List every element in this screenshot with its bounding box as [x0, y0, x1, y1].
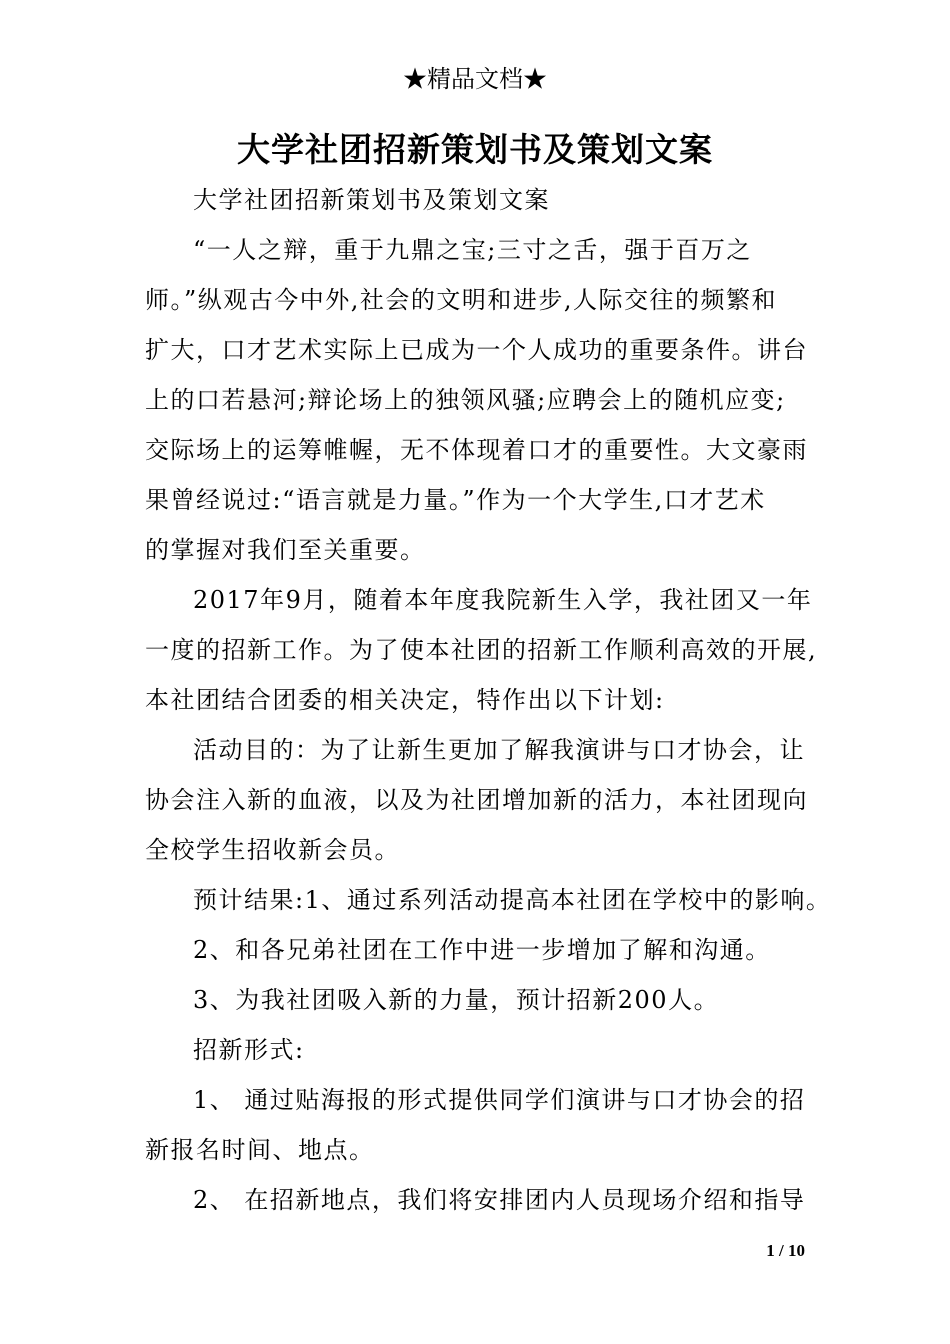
- paragraph-line: 果曾经说过:“语言就是力量。”作为一个大学生,口才艺术: [145, 486, 766, 514]
- paragraph-line: “一人之辩，重于九鼎之宝;三寸之舌，强于百万之: [193, 236, 752, 264]
- header-label: ★精品文档★: [403, 65, 547, 93]
- paragraph-line: 预计结果:1、通过系列活动提高本社团在学校中的影响。: [193, 886, 832, 914]
- paragraph-line: 2、和各兄弟社团在工作中进一步增加了解和沟通。: [193, 936, 771, 964]
- paragraph-line: 活动目的：为了让新生更加了解我演讲与口才协会，让: [193, 736, 805, 764]
- list-item: 2、 在招新地点，我们将安排团内人员现场介绍和指导: [193, 1186, 806, 1214]
- document-title: 大学社团招新策划书及策划文案: [237, 130, 713, 169]
- paragraph-line: 3、为我社团吸入新的力量，预计招新200人。: [193, 986, 720, 1014]
- list-item: 1、 通过贴海报的形式提供同学们演讲与口才协会的招: [193, 1086, 806, 1114]
- paragraph-line: 的掌握对我们至关重要。: [145, 536, 426, 564]
- paragraph-line: 上的口若悬河;辩论场上的独领风骚;应聘会上的随机应变;: [145, 386, 786, 414]
- paragraph-line: 2017年9月，随着本年度我院新生入学，我社团又一年: [193, 586, 813, 614]
- paragraph-line: 师。”纵观古今中外,社会的文明和进步,人际交往的频繁和: [145, 286, 778, 314]
- paragraph-line: 交际场上的运筹帷幄，无不体现着口才的重要性。大文豪雨: [145, 436, 808, 464]
- section-heading: 招新形式:: [193, 1036, 305, 1064]
- paragraph-line: 本社团结合团委的相关决定，特作出以下计划:: [145, 686, 665, 714]
- page-number: 1 / 10: [766, 1241, 805, 1260]
- paragraph-line: 协会注入新的血液，以及为社团增加新的活力，本社团现向: [145, 786, 808, 814]
- paragraph-line: 全校学生招收新会员。: [145, 836, 400, 864]
- subtitle-line: 大学社团招新策划书及策划文案: [193, 186, 550, 214]
- paragraph-line: 一度的招新工作。为了使本社团的招新工作顺利高效的开展,: [145, 636, 818, 664]
- paragraph-line: 扩大，口才艺术实际上已成为一个人成功的重要条件。讲台: [145, 336, 808, 364]
- list-item-continuation: 新报名时间、地点。: [145, 1136, 375, 1164]
